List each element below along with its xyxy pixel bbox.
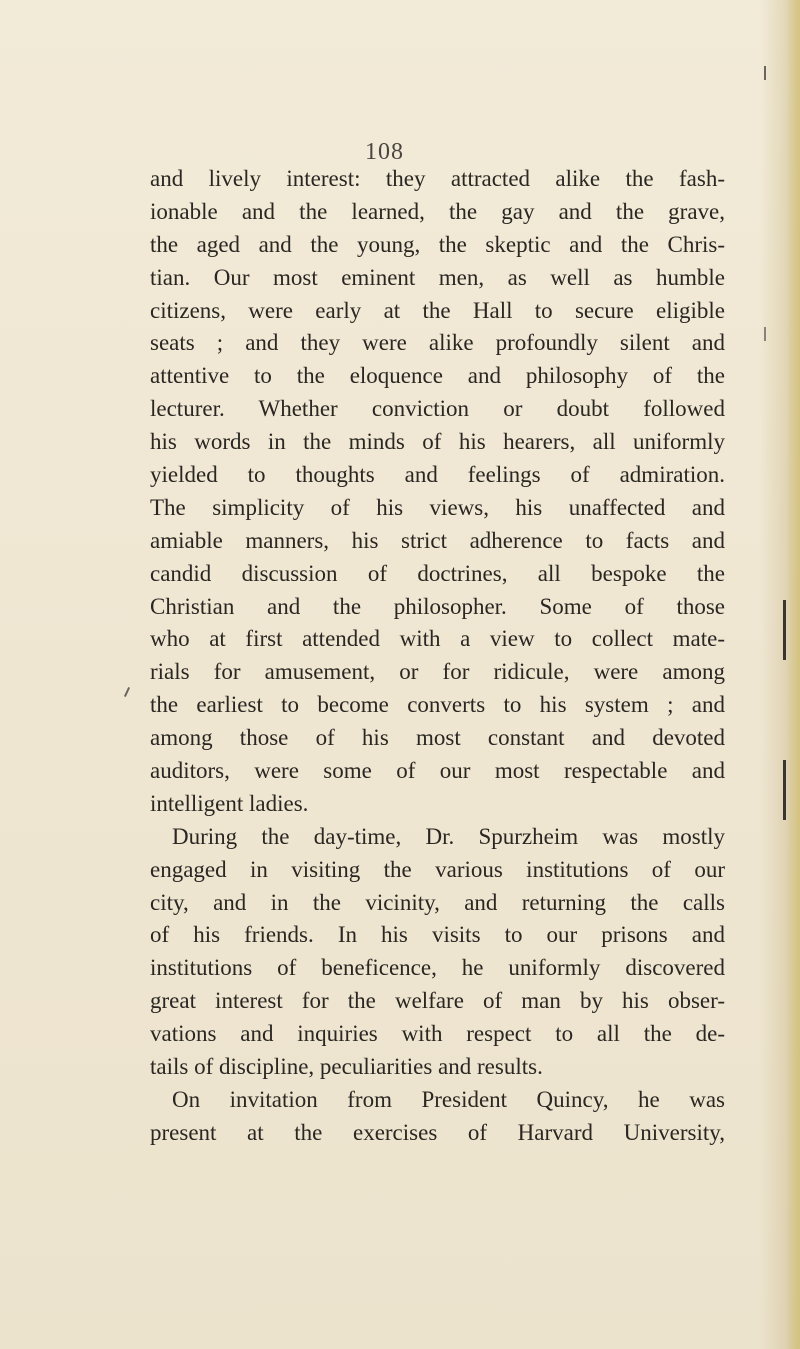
text-line: of his friends. In his visits to our prisons and [150, 922, 725, 948]
page-edge-shadow [786, 0, 800, 1349]
text-line: citizens, were early at the Hall to secure eligible [150, 297, 725, 323]
text-line: the earliest to become converts to his system ; and [150, 692, 725, 718]
text-line: intelligent ladies. [150, 790, 309, 816]
text-line: rials for amusement, or for ridicule, were among [150, 659, 725, 685]
text-line: attentive to the eloquence and philosophy of the [150, 363, 725, 389]
text-line: On invitation from President Quincy, he was [172, 1086, 725, 1112]
text-line: yielded to thoughts and feelings of admiration. [150, 462, 725, 488]
text-line: who at first attended with a view to collect mate- [150, 626, 725, 652]
text-line: city, and in the vicinity, and returning the calls [150, 889, 725, 915]
text-line: candid discussion of doctrines, all bespoke the [150, 560, 725, 586]
text-line: vations and inquiries with respect to all the de- [150, 1021, 725, 1047]
text-line: and lively interest: they attracted alike the fash- [150, 166, 725, 191]
text-line: Christian and the philosopher. Some of those [150, 593, 725, 619]
text-line: The simplicity of his views, his unaffected and [150, 494, 725, 520]
margin-mark [764, 327, 766, 341]
text-line: amiable manners, his strict adherence to facts and [150, 527, 725, 553]
text-line: great interest for the welfare of man by his obser- [150, 988, 725, 1014]
text-line: his words in the minds of his hearers, all uniformly [150, 429, 725, 455]
text-line: among those of his most constant and devoted [150, 725, 725, 751]
text-line: auditors, were some of our most respectable and [150, 758, 725, 784]
margin-mark [783, 600, 786, 660]
text-line: present at the exercises of Harvard University, [150, 1119, 725, 1145]
text-line: institutions of beneficence, he uniformly discovered [150, 955, 725, 981]
text-line: ionable and the learned, the gay and the grave, [150, 198, 725, 224]
margin-mark [764, 66, 766, 80]
page-number: 108 [365, 139, 404, 165]
body-text [150, 163, 725, 1150]
text-line: the aged and the young, the skeptic and the Chris- [150, 231, 725, 257]
margin-mark [783, 760, 786, 820]
text-line: During the day-time, Dr. Spurzheim was mostly [172, 823, 725, 849]
text-line: tails of discipline, peculiarities and results. [150, 1054, 543, 1080]
text-line: seats ; and they were alike profoundly silent and [150, 330, 725, 356]
margin-mark [124, 687, 130, 697]
text-line: lecturer. Whether conviction or doubt followed [150, 396, 725, 422]
text-line: engaged in visiting the various institutions of our [150, 856, 725, 882]
text-line: tian. Our most eminent men, as well as humble [150, 264, 725, 290]
